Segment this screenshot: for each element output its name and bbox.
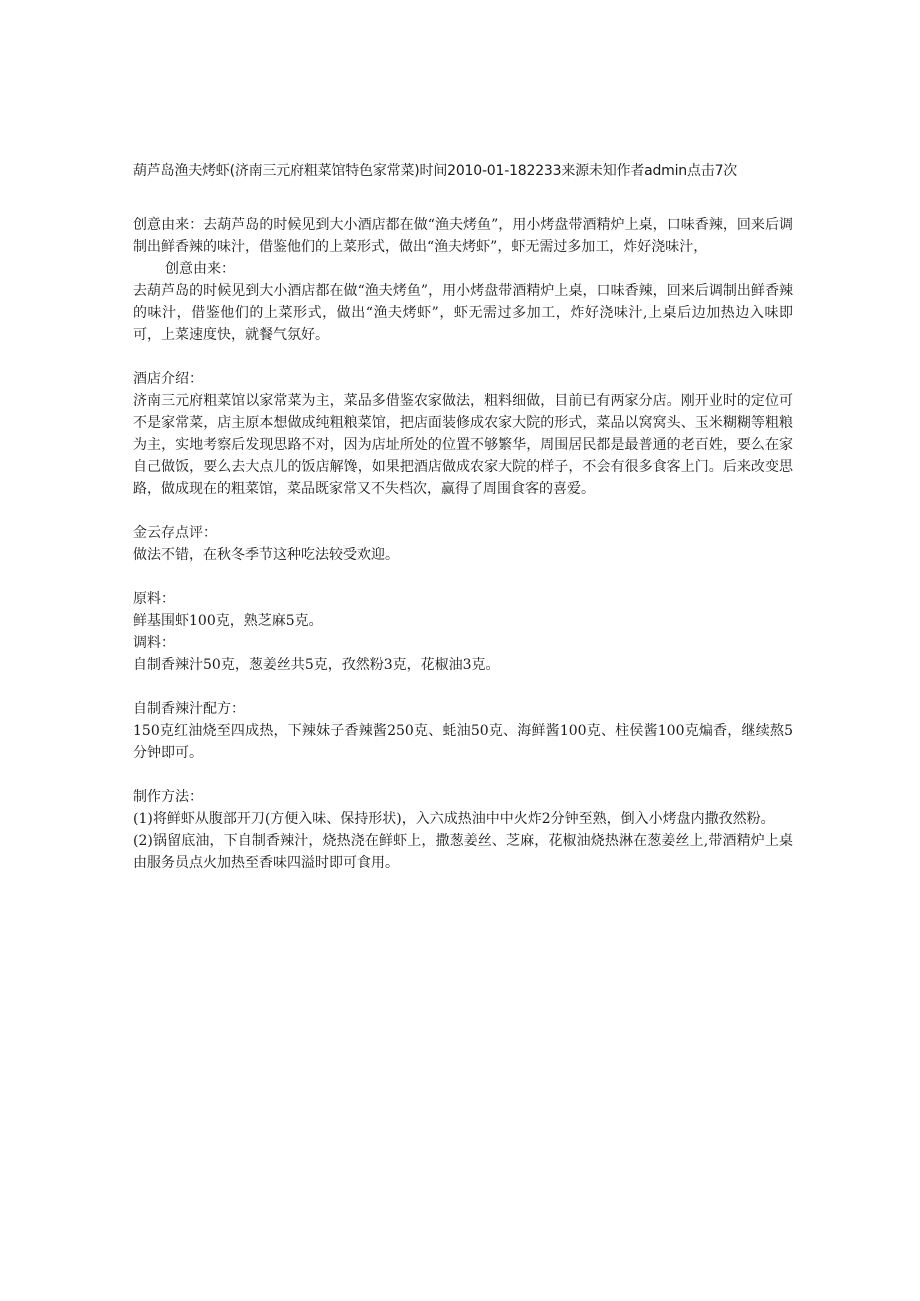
sauce-heading: 自制香辣汁配方：	[133, 701, 245, 717]
intro-heading: 创意由来：	[165, 261, 235, 277]
spacer	[133, 566, 793, 588]
method-step-2: (2)锅留底油，下自制香辣汁，烧热浇在鲜虾上，撒葱姜丝、芝麻，花椒油烧热淋在葱姜丝上,带酒精炉上桌由服务员点火加热至香味四溢时即可食用。	[133, 833, 793, 871]
ingredients-text: 鲜基围虾100克，熟芝麻5克。	[133, 613, 323, 629]
restaurant-text: 济南三元府粗菜馆以家常菜为主，菜品多借鉴农家做法，粗料细做，目前已有两家分店。刚开业时的定位可不是家常菜，店主原本想做成纯粗粮菜馆，把店面装修成农家大院的形式，菜品以窝窝头、玉米糊糊等粗粮为主，实地考察后发现思路不对，因为店址所处的位置不够繁华，周围居民都是最普通的老百姓，要么在家自己做饭，要么去大点儿的饭店解馋，如果把酒店做成农家大院的样子，不会有很多食客上门。后来改变思路，做成现在的粗菜馆，菜品既家常又不失档次，赢得了周围食客的喜爱。	[133, 393, 793, 497]
spacer	[133, 346, 793, 368]
review-text: 做法不错，在秋冬季节这种吃法较受欢迎。	[133, 547, 399, 563]
method-step-1: (1)将鲜虾从腹部开刀(方便入味、保持形状)，入六成热油中中火炸2分钟至熟，倒入小烤盘内撒孜然粉。	[133, 811, 775, 827]
intro-paragraph-full: 去葫芦岛的时候见到大小酒店都在做“渔夫烤鱼”，用小烤盘带酒精炉上桌，口味香辣，回来后调制出鲜香辣的味汁，借鉴他们的上菜形式，做出“渔夫烤虾”，虾无需过多加工，炸好浇味汁,上桌后边加热边入味即可，上菜速度快，就餐气氛好。	[133, 283, 793, 343]
intro-paragraph: 创意由来：去葫芦岛的时候见到大小酒店都在做“渔夫烤鱼”，用小烤盘带酒精炉上桌，口味香辣，回来后调制出鲜香辣的味汁，借鉴他们的上菜形式，做出“渔夫烤虾”，虾无需过多加工，炸好浇味汁，	[133, 217, 793, 255]
seasoning-text: 自制香辣汁50克，葱姜丝共5克，孜然粉3克，花椒油3克。	[133, 657, 500, 673]
restaurant-heading: 酒店介绍：	[133, 371, 203, 387]
seasoning-heading: 调料：	[133, 635, 175, 651]
document-page	[133, 160, 793, 874]
ingredients-heading: 原料：	[133, 591, 175, 607]
method-heading: 制作方法：	[133, 789, 203, 805]
spacer	[133, 764, 793, 786]
review-heading: 金云存点评：	[133, 525, 217, 541]
spacer	[133, 500, 793, 522]
document-title: 葫芦岛渔夫烤虾(济南三元府粗菜馆特色家常菜)时间2010-01-182233来源未知作者admin点击7次	[133, 163, 738, 179]
sauce-text: 150克红油烧至四成热，下辣妹子香辣酱250克、蚝油50克、海鲜酱100克、柱侯酱100克煸香，继续熬5分钟即可。	[133, 723, 793, 761]
spacer	[133, 676, 793, 698]
